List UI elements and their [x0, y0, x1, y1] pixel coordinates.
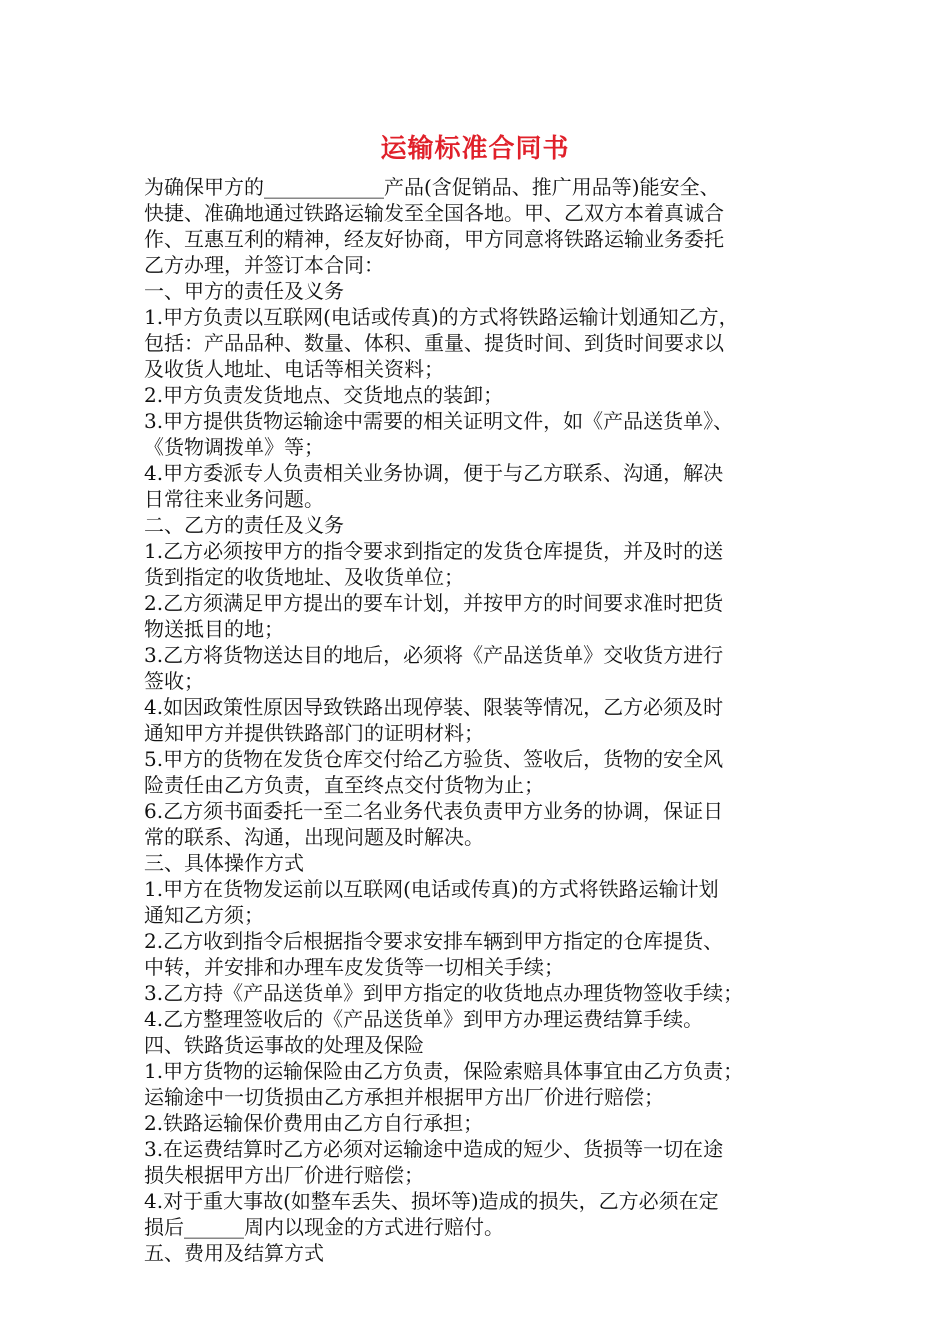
body-line: 3.乙方持《产品送货单》到甲方指定的收货地点办理货物签收手续；	[144, 981, 744, 1005]
body-line: 6.乙方须书面委托一至二名业务代表负责甲方业务的协调，保证日	[144, 799, 724, 823]
body-line: 为确保甲方的____________产品(含促销品、推广用品等)能安全、	[144, 175, 720, 199]
body-line: 二、乙方的责任及义务	[144, 513, 344, 537]
body-line: 作、互惠互利的精神，经友好协商，甲方同意将铁路运输业务委托	[144, 227, 724, 251]
body-line: 4.甲方委派专人负责相关业务协调，便于与乙方联系、沟通，解决	[144, 461, 724, 485]
body-line: 快捷、准确地通过铁路运输发至全国各地。甲、乙双方本着真诚合	[144, 201, 724, 225]
body-line: 物送抵目的地；	[144, 617, 284, 641]
body-line: 中转，并安排和办理车皮发货等一切相关手续；	[144, 955, 564, 979]
body-line: 《货物调拨单》等；	[144, 435, 324, 459]
body-line: 日常往来业务问题。	[144, 487, 324, 511]
body-line: 三、具体操作方式	[144, 851, 304, 875]
body-line: 包括：产品品种、数量、体积、重量、提货时间、到货时间要求以	[144, 331, 724, 355]
body-line: 1.乙方必须按甲方的指令要求到指定的发货仓库提货，并及时的送	[144, 539, 724, 563]
body-line: 常的联系、沟通，出现问题及时解决。	[144, 825, 484, 849]
body-line: 5.甲方的货物在发货仓库交付给乙方验货、签收后，货物的安全风	[144, 747, 724, 771]
body-line: 4.乙方整理签收后的《产品送货单》到甲方办理运费结算手续。	[144, 1007, 704, 1031]
body-line: 通知乙方须；	[144, 903, 264, 927]
body-line: 2.甲方负责发货地点、交货地点的装卸；	[144, 383, 504, 407]
body-line: 四、铁路货运事故的处理及保险	[144, 1033, 424, 1057]
body-line: 1.甲方负责以互联网(电话或传真)的方式将铁路运输计划通知乙方，	[144, 305, 739, 329]
body-line: 签收；	[144, 669, 204, 693]
body-line: 通知甲方并提供铁路部门的证明材料；	[144, 721, 484, 745]
body-line: 一、甲方的责任及义务	[144, 279, 344, 303]
document-title: 运输标准合同书	[380, 134, 570, 164]
body-line: 五、费用及结算方式	[144, 1241, 324, 1265]
body-line: 3.乙方将货物送达目的地后，必须将《产品送货单》交收货方进行	[144, 643, 724, 667]
body-line: 损后______周内以现金的方式进行赔付。	[144, 1215, 504, 1239]
body-line: 乙方办理，并签订本合同：	[144, 253, 384, 277]
body-line: 3.甲方提供货物运输途中需要的相关证明文件，如《产品送货单》、	[144, 409, 734, 433]
body-line: 4.如因政策性原因导致铁路出现停装、限装等情况，乙方必须及时	[144, 695, 724, 719]
body-line: 3.在运费结算时乙方必须对运输途中造成的短少、货损等一切在途	[144, 1137, 724, 1161]
body-line: 损失根据甲方出厂价进行赔偿；	[144, 1163, 424, 1187]
body-line: 货到指定的收货地址、及收货单位；	[144, 565, 464, 589]
body-line: 2.铁路运输保价费用由乙方自行承担；	[144, 1111, 484, 1135]
body-line: 及收货人地址、电话等相关资料；	[144, 357, 444, 381]
body-line: 险责任由乙方负责，直至终点交付货物为止；	[144, 773, 544, 797]
body-line: 1.甲方货物的运输保险由乙方负责，保险索赔具体事宜由乙方负责；	[144, 1059, 744, 1083]
body-line: 2.乙方收到指令后根据指令要求安排车辆到甲方指定的仓库提货、	[144, 929, 724, 953]
body-line: 1.甲方在货物发运前以互联网(电话或传真)的方式将铁路运输计划	[144, 877, 719, 901]
body-line: 运输途中一切货损由乙方承担并根据甲方出厂价进行赔偿；	[144, 1085, 664, 1109]
body-line: 2.乙方须满足甲方提出的要车计划，并按甲方的时间要求准时把货	[144, 591, 724, 615]
body-line: 4.对于重大事故(如整车丢失、损坏等)造成的损失，乙方必须在定	[144, 1189, 719, 1213]
document-body	[144, 174, 816, 1266]
